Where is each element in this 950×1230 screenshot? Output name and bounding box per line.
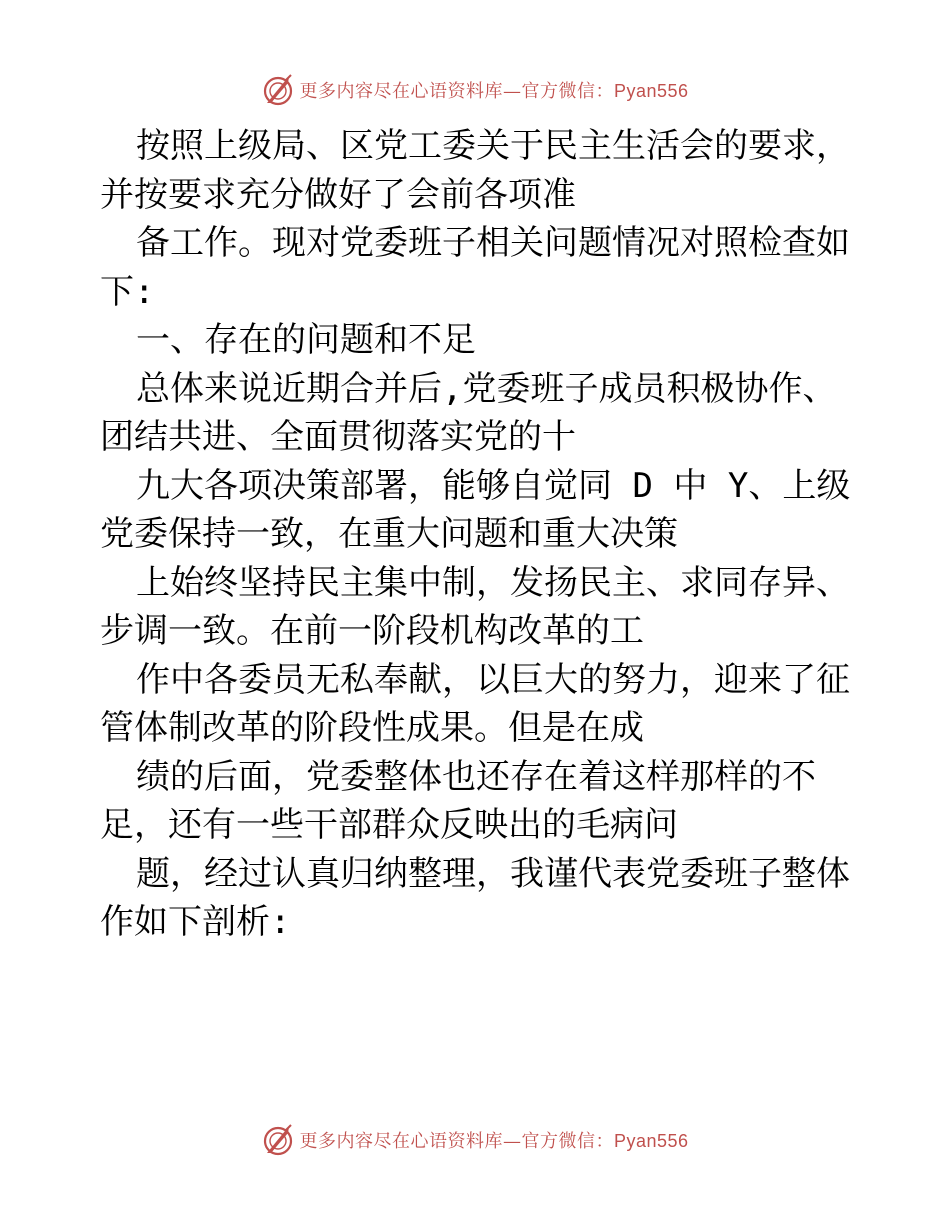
text-line: 并按要求充分做好了会前各项准 bbox=[100, 174, 576, 215]
text-line: 作中各委员无私奉献，以巨大的努力，迎来了征 bbox=[136, 659, 850, 700]
text-line: 下: bbox=[100, 271, 155, 312]
footer-banner-text bbox=[299, 1127, 688, 1153]
text-line: 题，经过认真归纳整理，我谨代表党委班子整体 bbox=[136, 853, 850, 894]
text-line: 九大各项决策部署，能够自觉同 D 中 Y、上级 bbox=[136, 465, 851, 506]
header-banner-text bbox=[299, 77, 688, 103]
header-banner-label: 更多内容尽在心语资料库—官方微信： bbox=[299, 81, 614, 102]
text-line: 管体制改革的阶段性成果。但是在成 bbox=[100, 708, 644, 748]
text-line: 党委保持一致，在重大问题和重大决策 bbox=[100, 514, 678, 554]
footer-banner-label: 更多内容尽在心语资料库—官方微信： bbox=[299, 1131, 614, 1152]
text-line: 步调一致。在前一阶段机构改革的工 bbox=[100, 611, 644, 651]
header-banner bbox=[0, 70, 950, 110]
text-line: 备工作。现对党委班子相关问题情况对照检查如 bbox=[136, 223, 850, 263]
text-line: 作如下剖析: bbox=[100, 902, 291, 942]
text-line: 足，还有一些干部群众反映出的毛病问 bbox=[100, 805, 678, 845]
header-wechat-id: Pyan556 bbox=[613, 81, 689, 101]
footer-wechat-id: Pyan556 bbox=[613, 1131, 689, 1151]
quill-pen-logo-icon bbox=[261, 73, 295, 107]
section-heading: 一、存在的问题和不足 bbox=[136, 320, 476, 360]
body-text bbox=[100, 122, 860, 947]
quill-pen-logo-icon bbox=[261, 1123, 295, 1157]
text-line: 上始终坚持民主集中制，发扬民主、求同存异、 bbox=[136, 562, 850, 603]
text-line: 团结共进、全面贯彻落实党的十 bbox=[100, 417, 576, 457]
text-line: 按照上级局、区党工委关于民主生活会的要求， bbox=[136, 126, 850, 166]
text-line: 总体来说近期合并后,党委班子成员积极协作、 bbox=[136, 368, 837, 409]
text-line: 绩的后面，党委整体也还存在着这样那样的不 bbox=[136, 756, 816, 797]
footer-banner bbox=[0, 1120, 950, 1160]
